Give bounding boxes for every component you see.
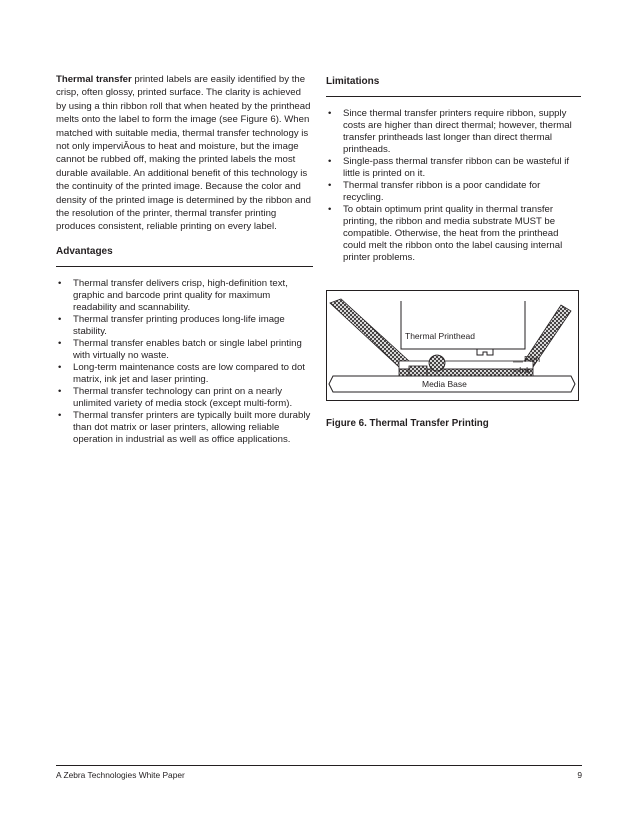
- list-item: • Long-term maintenance costs are low compared to dot matrix, ink jet and laser printing.: [56, 362, 313, 386]
- figure-caption: Figure 6. Thermal Transfer Printing: [326, 418, 489, 429]
- list-item: • Thermal transfer technology can print on a nearly unlimited variety of media stock (except multi-form).: [56, 386, 313, 410]
- list-item: • To obtain optimum print quality in thermal transfer printing, the ribbon and media substrate MUST be compatible. Otherwise, the heat from the printhead could melt the ribbon onto the label causing internal printer problems.: [326, 204, 581, 264]
- page-number: 9: [577, 770, 582, 780]
- limitations-list: [326, 108, 581, 264]
- heating-element: [477, 349, 493, 355]
- ribbon-left-band: [330, 299, 409, 367]
- list-item: • Thermal transfer printers are typically built more durably than dot matrix or laser printers, allowing reliable operation in industrial as well as office applications.: [56, 410, 313, 446]
- list-item: • Single-pass thermal transfer ribbon can be wasteful if little is printed on it.: [326, 156, 581, 180]
- ink-label: Ink: [519, 365, 531, 375]
- advantages-list: [56, 278, 313, 446]
- left-column: [56, 73, 313, 446]
- printhead-label: Thermal Printhead: [405, 331, 475, 341]
- list-item: • Thermal transfer delivers crisp, high-definition text, graphic and barcode print quality for maximum readability and scannability.: [56, 278, 313, 314]
- intro-paragraph: [56, 73, 313, 234]
- thermal-transfer-diagram: [327, 291, 578, 400]
- footer-title: A Zebra Technologies White Paper: [56, 770, 185, 780]
- ink-block-left: [409, 366, 427, 376]
- footer-divider: [56, 765, 582, 766]
- right-column: [326, 73, 581, 264]
- thermal-transfer-figure: [326, 290, 579, 401]
- list-item: • Thermal transfer enables batch or single label printing with virtually no waste.: [56, 338, 313, 362]
- ink-dot: [429, 355, 445, 371]
- list-item: • Thermal transfer ribbon is a poor candidate for recycling.: [326, 180, 581, 204]
- limitations-heading: Limitations: [326, 73, 581, 97]
- list-item: • Thermal transfer printing produces long-life image stability.: [56, 314, 313, 338]
- printhead-body: [401, 301, 525, 349]
- intro-lead: Thermal transfer: [56, 74, 132, 85]
- media-base-label: Media Base: [422, 379, 467, 389]
- intro-text: printed labels are easily identified by the crisp, often glossy, printed surface. The clarity is achieved by using a thin ribbon roll that when heated by the printhead melts onto the label to form the image (see Figure 6). When matched with suitable media, thermal transfer technology is not only imperviÂous to heat and moisture, but the image cannot be rubbed off, making the printed labels the most durable available. An additional benefit of this technology is the continuity of the printed image. Because the color and density of the printed image is determined by the ribbon and the resolution of the printer, thermal transfer printing produces consistent, reliable printing on every label.: [56, 74, 311, 233]
- film-label: Film: [524, 354, 541, 364]
- advantages-heading: Advantages: [56, 243, 313, 267]
- list-item: • Since thermal transfer printers require ribbon, supply costs are higher than direct thermal; however, thermal transfer printheads last longer than direct thermal printheads.: [326, 108, 581, 156]
